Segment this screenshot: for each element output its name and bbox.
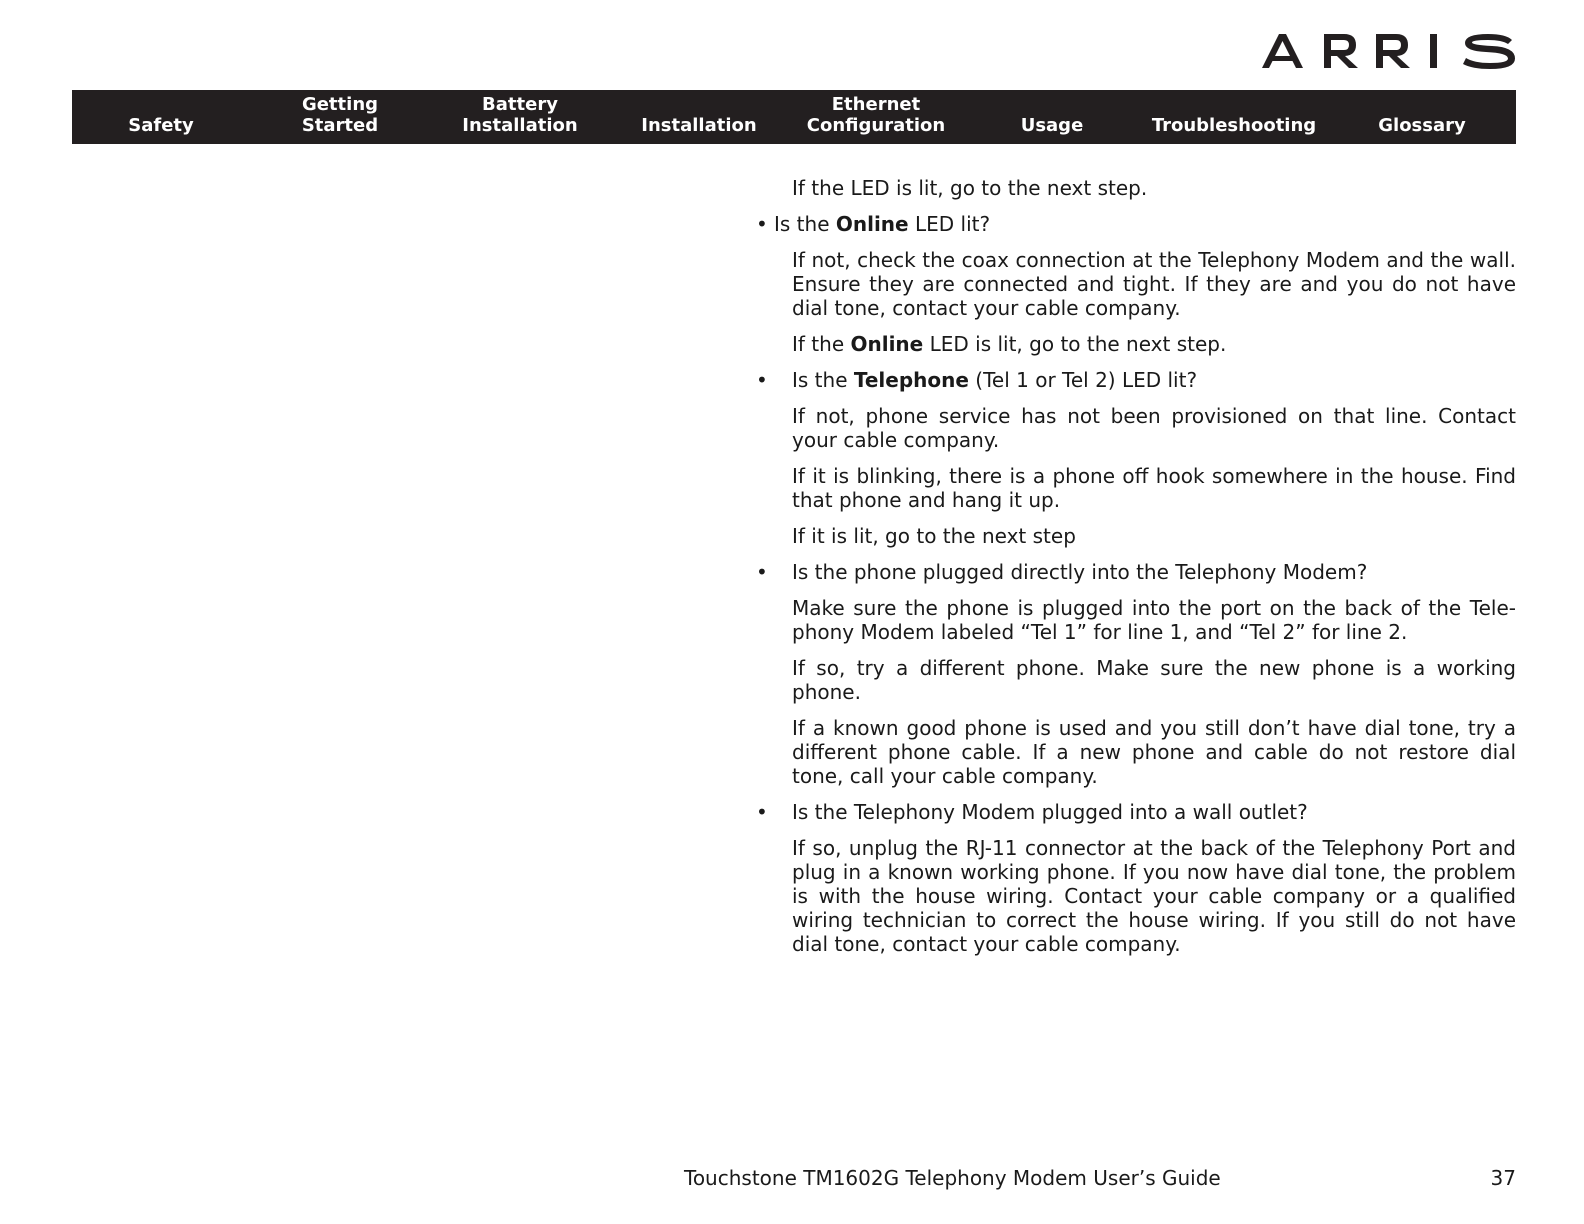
bullet-item-online-led: • Is the Online LED lit?: [756, 212, 991, 236]
bullet-item-telephone-led: • Is the Telephone (Tel 1 or Tel 2) LED lit?: [756, 368, 1198, 392]
bold-term: Telephone: [853, 368, 969, 392]
nav-tab-safety[interactable]: Safety: [128, 115, 194, 136]
paragraph: If so, try a different phone. Make sure the new phone is a working phone.: [792, 656, 1516, 704]
footer-guide-title: Touchstone TM1602G Telephony Modem User’s Guide: [684, 1166, 1221, 1190]
page-body: [756, 176, 1516, 968]
nav-tab-battery-installation[interactable]: Battery Installation: [462, 94, 578, 136]
arris-logo: [1262, 30, 1516, 74]
nav-tab-getting-started[interactable]: Getting Started: [301, 94, 379, 136]
paragraph: If the LED is lit, go to the next step.: [792, 176, 1148, 200]
top-navigation-bar: [72, 90, 1516, 144]
bold-term: Online: [835, 212, 909, 236]
bullet-glyph: •: [756, 212, 768, 236]
paragraph: If so, unplug the RJ-11 connector at the back of the Telephony Port and plug in a known working phone. If you now have dial tone, the problem is with the house wiring. Contact your cable company or a qualified wiring technician to correct the house wiring. If you still do not have dial tone, contact your cable company.: [792, 836, 1516, 956]
bullet-glyph: •: [756, 800, 768, 824]
paragraph: Make sure the phone is plugged into the port on the back of the Tele-phony Modem labeled “Tel 1” for line 1, and “Tel 2” for line 2.: [792, 596, 1516, 644]
paragraph: If the Online LED is lit, go to the next step.: [792, 332, 1227, 356]
nav-tab-usage[interactable]: Usage: [1020, 115, 1084, 136]
bullet-glyph: •: [756, 368, 768, 392]
nav-tab-ethernet-configuration[interactable]: Ethernet Configuration: [806, 94, 946, 136]
bullet-item-phone-plugged: • Is the phone plugged directly into the Telephony Modem?: [756, 560, 1368, 584]
nav-tab-troubleshooting[interactable]: Troubleshooting: [1151, 115, 1317, 136]
paragraph: If a known good phone is used and you still don’t have dial tone, try a different phone cable. If a new phone and cable do not restore dial tone, call your cable company.: [792, 716, 1516, 788]
paragraph: If it is lit, go to the next step: [792, 524, 1076, 548]
nav-tab-glossary[interactable]: Glossary: [1378, 115, 1466, 136]
bold-term: Online: [850, 332, 924, 356]
paragraph: If not, check the coax connection at the Telephony Modem and the wall. Ensure they are connected and tight. If they are and you do not have dial tone, contact your cable company.: [792, 248, 1516, 320]
paragraph: If it is blinking, there is a phone off hook somewhere in the house. Find that phone and hang it up.: [792, 464, 1516, 512]
bullet-item-wall-outlet: • Is the Telephony Modem plugged into a wall outlet?: [756, 800, 1308, 824]
nav-tab-installation[interactable]: Installation: [641, 115, 757, 136]
bullet-glyph: •: [756, 560, 768, 584]
paragraph: If not, phone service has not been provisioned on that line. Contact your cable company.: [792, 404, 1516, 452]
page-number: 37: [1490, 1166, 1516, 1190]
arris-logo-mark: [1262, 30, 1516, 74]
